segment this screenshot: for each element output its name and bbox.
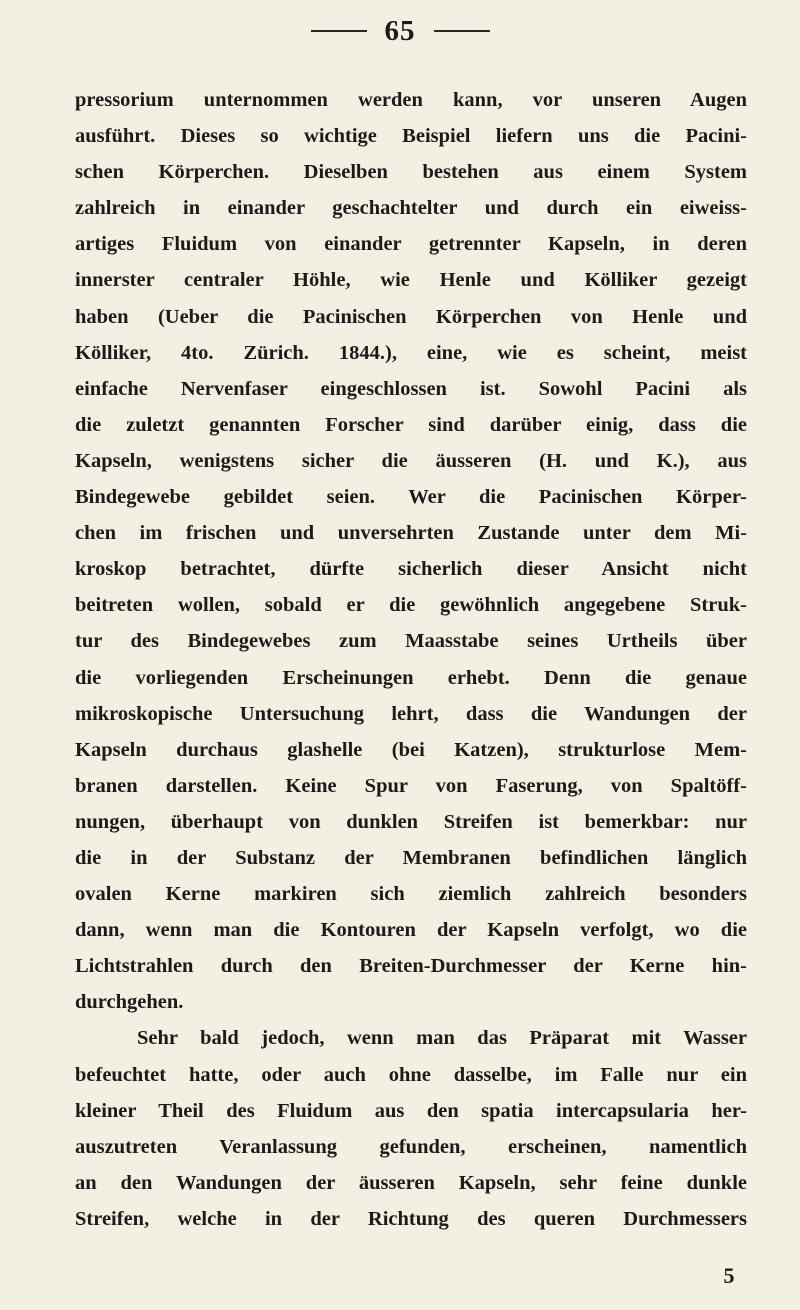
text-line: befeuchtet hatte, oder auch ohne dasselbe, im Falle nur ein bbox=[75, 1063, 747, 1086]
text-line: die zuletzt genannten Forscher sind darüber einig, dass die bbox=[75, 413, 747, 436]
text-line: kleiner Theil des Fluidum aus den spatia intercapsularia her- bbox=[75, 1099, 747, 1122]
text-line: ovalen Kerne markiren sich ziemlich zahlreich besonders bbox=[75, 883, 747, 906]
text-line: nungen, überhaupt von dunklen Streifen ist bemerkbar: nur bbox=[75, 810, 747, 833]
text-line: Bindegewebe gebildet seien. Wer die Pacinischen Körper- bbox=[75, 486, 747, 509]
text-line: die vorliegenden Erscheinungen erhebt. Denn die genaue bbox=[75, 666, 747, 689]
text-line: Streifen, welche in der Richtung des queren Durchmessers bbox=[75, 1207, 747, 1230]
header-rule-right bbox=[434, 30, 490, 32]
text-line: schen Körperchen. Dieselben bestehen aus einem System bbox=[75, 161, 747, 184]
text-line: tur des Bindegewebes zum Maasstabe seines Urtheils über bbox=[75, 630, 747, 653]
text-line: die in der Substanz der Membranen befindlichen länglich bbox=[75, 846, 747, 869]
text-line: branen darstellen. Keine Spur von Faserung, von Spaltöff- bbox=[75, 774, 747, 797]
text-line: dann, wenn man die Kontouren der Kapseln verfolgt, wo die bbox=[75, 919, 747, 942]
text-line: an den Wandungen der äusseren Kapseln, sehr feine dunkle bbox=[75, 1171, 747, 1194]
text-line: Kölliker, 4to. Zürich. 1844.), eine, wie es scheint, meist bbox=[75, 341, 747, 364]
text-line: zahlreich in einander geschachtelter und durch ein eiweiss- bbox=[75, 197, 747, 220]
page-number: 65 bbox=[384, 14, 416, 47]
text-line: einfache Nervenfaser eingeschlossen ist. Sowohl Pacini als bbox=[75, 377, 747, 400]
text-line: Lichtstrahlen durch den Breiten-Durchmesser der Kerne hin- bbox=[75, 955, 747, 978]
page-header bbox=[0, 6, 800, 56]
text-line: beitreten wollen, sobald er die gewöhnlich angegebene Struk- bbox=[75, 594, 747, 617]
body-text bbox=[75, 82, 747, 1237]
text-line: innerster centraler Höhle, wie Henle und Kölliker gezeigt bbox=[75, 269, 747, 292]
paragraph-start-line: Sehr bald jedoch, wenn man das Präparat mit Wasser bbox=[137, 1027, 747, 1050]
text-line: pressorium unternommen werden kann, vor unseren Augen bbox=[75, 89, 747, 111]
text-line: Kapseln durchaus glashelle (bei Katzen), strukturlose Mem- bbox=[75, 738, 747, 761]
paragraph-end-line: durchgehen. bbox=[75, 991, 184, 1014]
text-line: ausführt. Dieses so wichtige Beispiel liefern uns die Pacini- bbox=[75, 125, 747, 148]
text-line: auszutreten Veranlassung gefunden, erscheinen, namentlich bbox=[75, 1135, 747, 1158]
text-line: mikroskopische Untersuchung lehrt, dass die Wandungen der bbox=[75, 702, 747, 725]
text-line: chen im frischen und unversehrten Zustande unter dem Mi- bbox=[75, 522, 747, 545]
text-line: haben (Ueber die Pacinischen Körperchen von Henle und bbox=[75, 305, 747, 328]
header-rule-left bbox=[311, 30, 367, 32]
signature-mark: 5 bbox=[723, 1263, 735, 1288]
text-line: kroskop betrachtet, dürfte sicherlich dieser Ansicht nicht bbox=[75, 558, 747, 581]
text-line: artiges Fluidum von einander getrennter Kapseln, in deren bbox=[75, 233, 747, 256]
text-line: Kapseln, wenigstens sicher die äusseren (H. und K.), aus bbox=[75, 449, 747, 472]
